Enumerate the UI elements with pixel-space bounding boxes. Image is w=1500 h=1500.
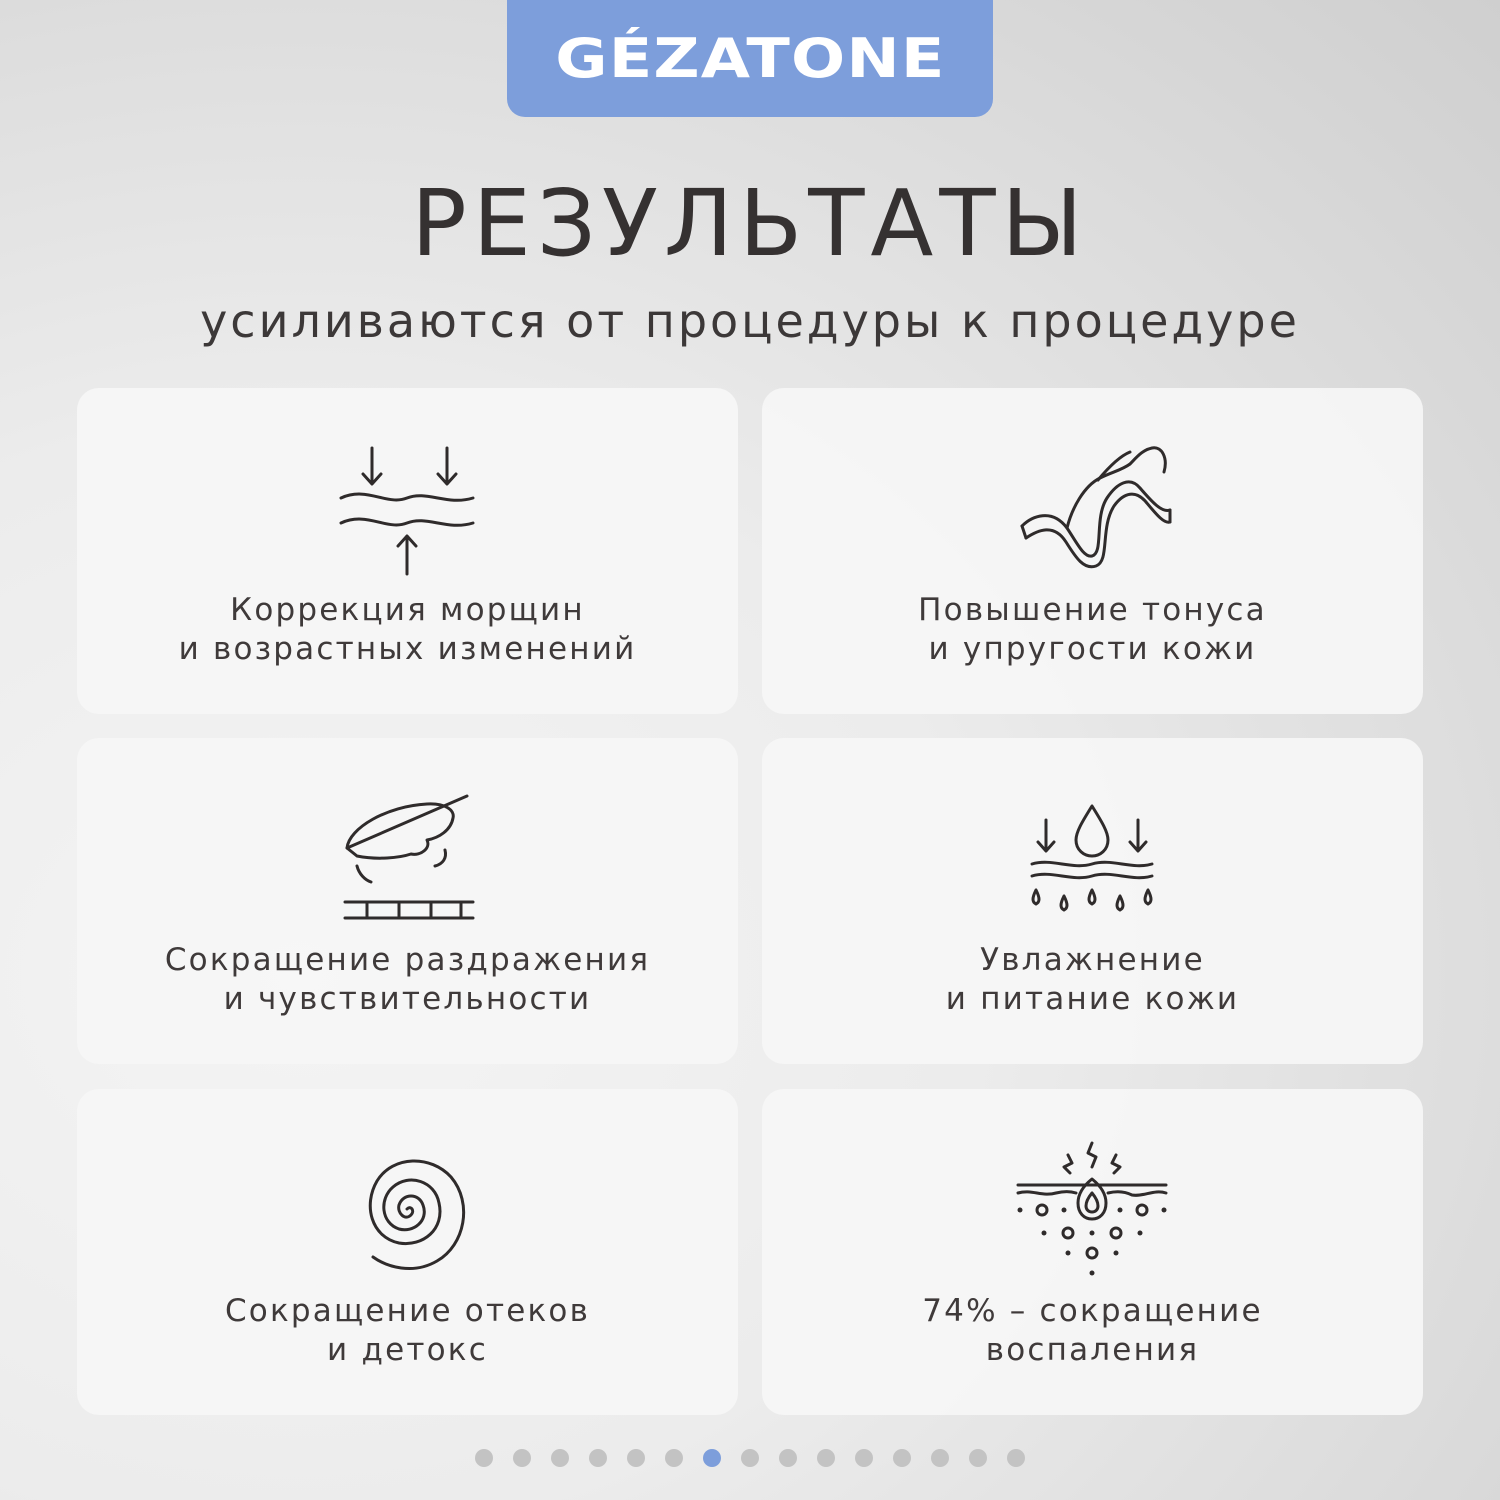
brand-logo: GÉZATONE <box>554 26 946 90</box>
brand-logo-tab <box>507 0 993 117</box>
pagination-dot[interactable] <box>665 1449 683 1467</box>
benefit-card-detox <box>77 1089 738 1415</box>
benefit-label: Коррекция морщин и возрастных изменений <box>178 592 637 667</box>
ribbon-elasticity-icon <box>1012 428 1172 588</box>
feather-icon <box>327 778 487 938</box>
pagination-dot[interactable] <box>551 1449 569 1467</box>
benefit-label: Сокращение отеков и детокс <box>224 1293 591 1368</box>
pagination-dot[interactable] <box>893 1449 911 1467</box>
wrinkle-correction-icon <box>327 428 487 588</box>
benefit-label: Повышение тонуса и упругости кожи <box>918 592 1267 667</box>
pagination-dot[interactable] <box>855 1449 873 1467</box>
benefit-label: Сокращение раздражения и чувствительности <box>164 942 651 1017</box>
pagination-dot[interactable] <box>475 1449 493 1467</box>
pagination-dot[interactable] <box>969 1449 987 1467</box>
pagination-dot[interactable] <box>779 1449 797 1467</box>
pagination-dot[interactable] <box>817 1449 835 1467</box>
benefit-label: 74% – сокращение воспаления <box>922 1293 1263 1368</box>
moisture-drops-icon <box>1012 778 1172 938</box>
pagination-dot[interactable] <box>931 1449 949 1467</box>
pagination-dot[interactable] <box>513 1449 531 1467</box>
pagination-dot[interactable] <box>589 1449 607 1467</box>
benefit-label: Увлажнение и питание кожи <box>945 942 1240 1017</box>
benefit-card-moisture <box>762 738 1423 1064</box>
benefit-card-wrinkles <box>77 388 738 714</box>
pagination-dot-active[interactable] <box>703 1449 721 1467</box>
pagination-dot[interactable] <box>741 1449 759 1467</box>
spiral-icon <box>327 1129 487 1289</box>
pagination-dot[interactable] <box>1007 1449 1025 1467</box>
benefit-card-inflammation <box>762 1089 1423 1415</box>
page-title: РЕЗУЛЬТАТЫ <box>411 170 1089 277</box>
benefit-card-irritation <box>77 738 738 1064</box>
inflammation-icon <box>1012 1129 1172 1289</box>
page-subtitle: усиливаются от процедуры к процедуре <box>200 294 1300 348</box>
pagination-dot[interactable] <box>627 1449 645 1467</box>
carousel-pagination <box>0 1449 1500 1467</box>
benefit-card-tone <box>762 388 1423 714</box>
